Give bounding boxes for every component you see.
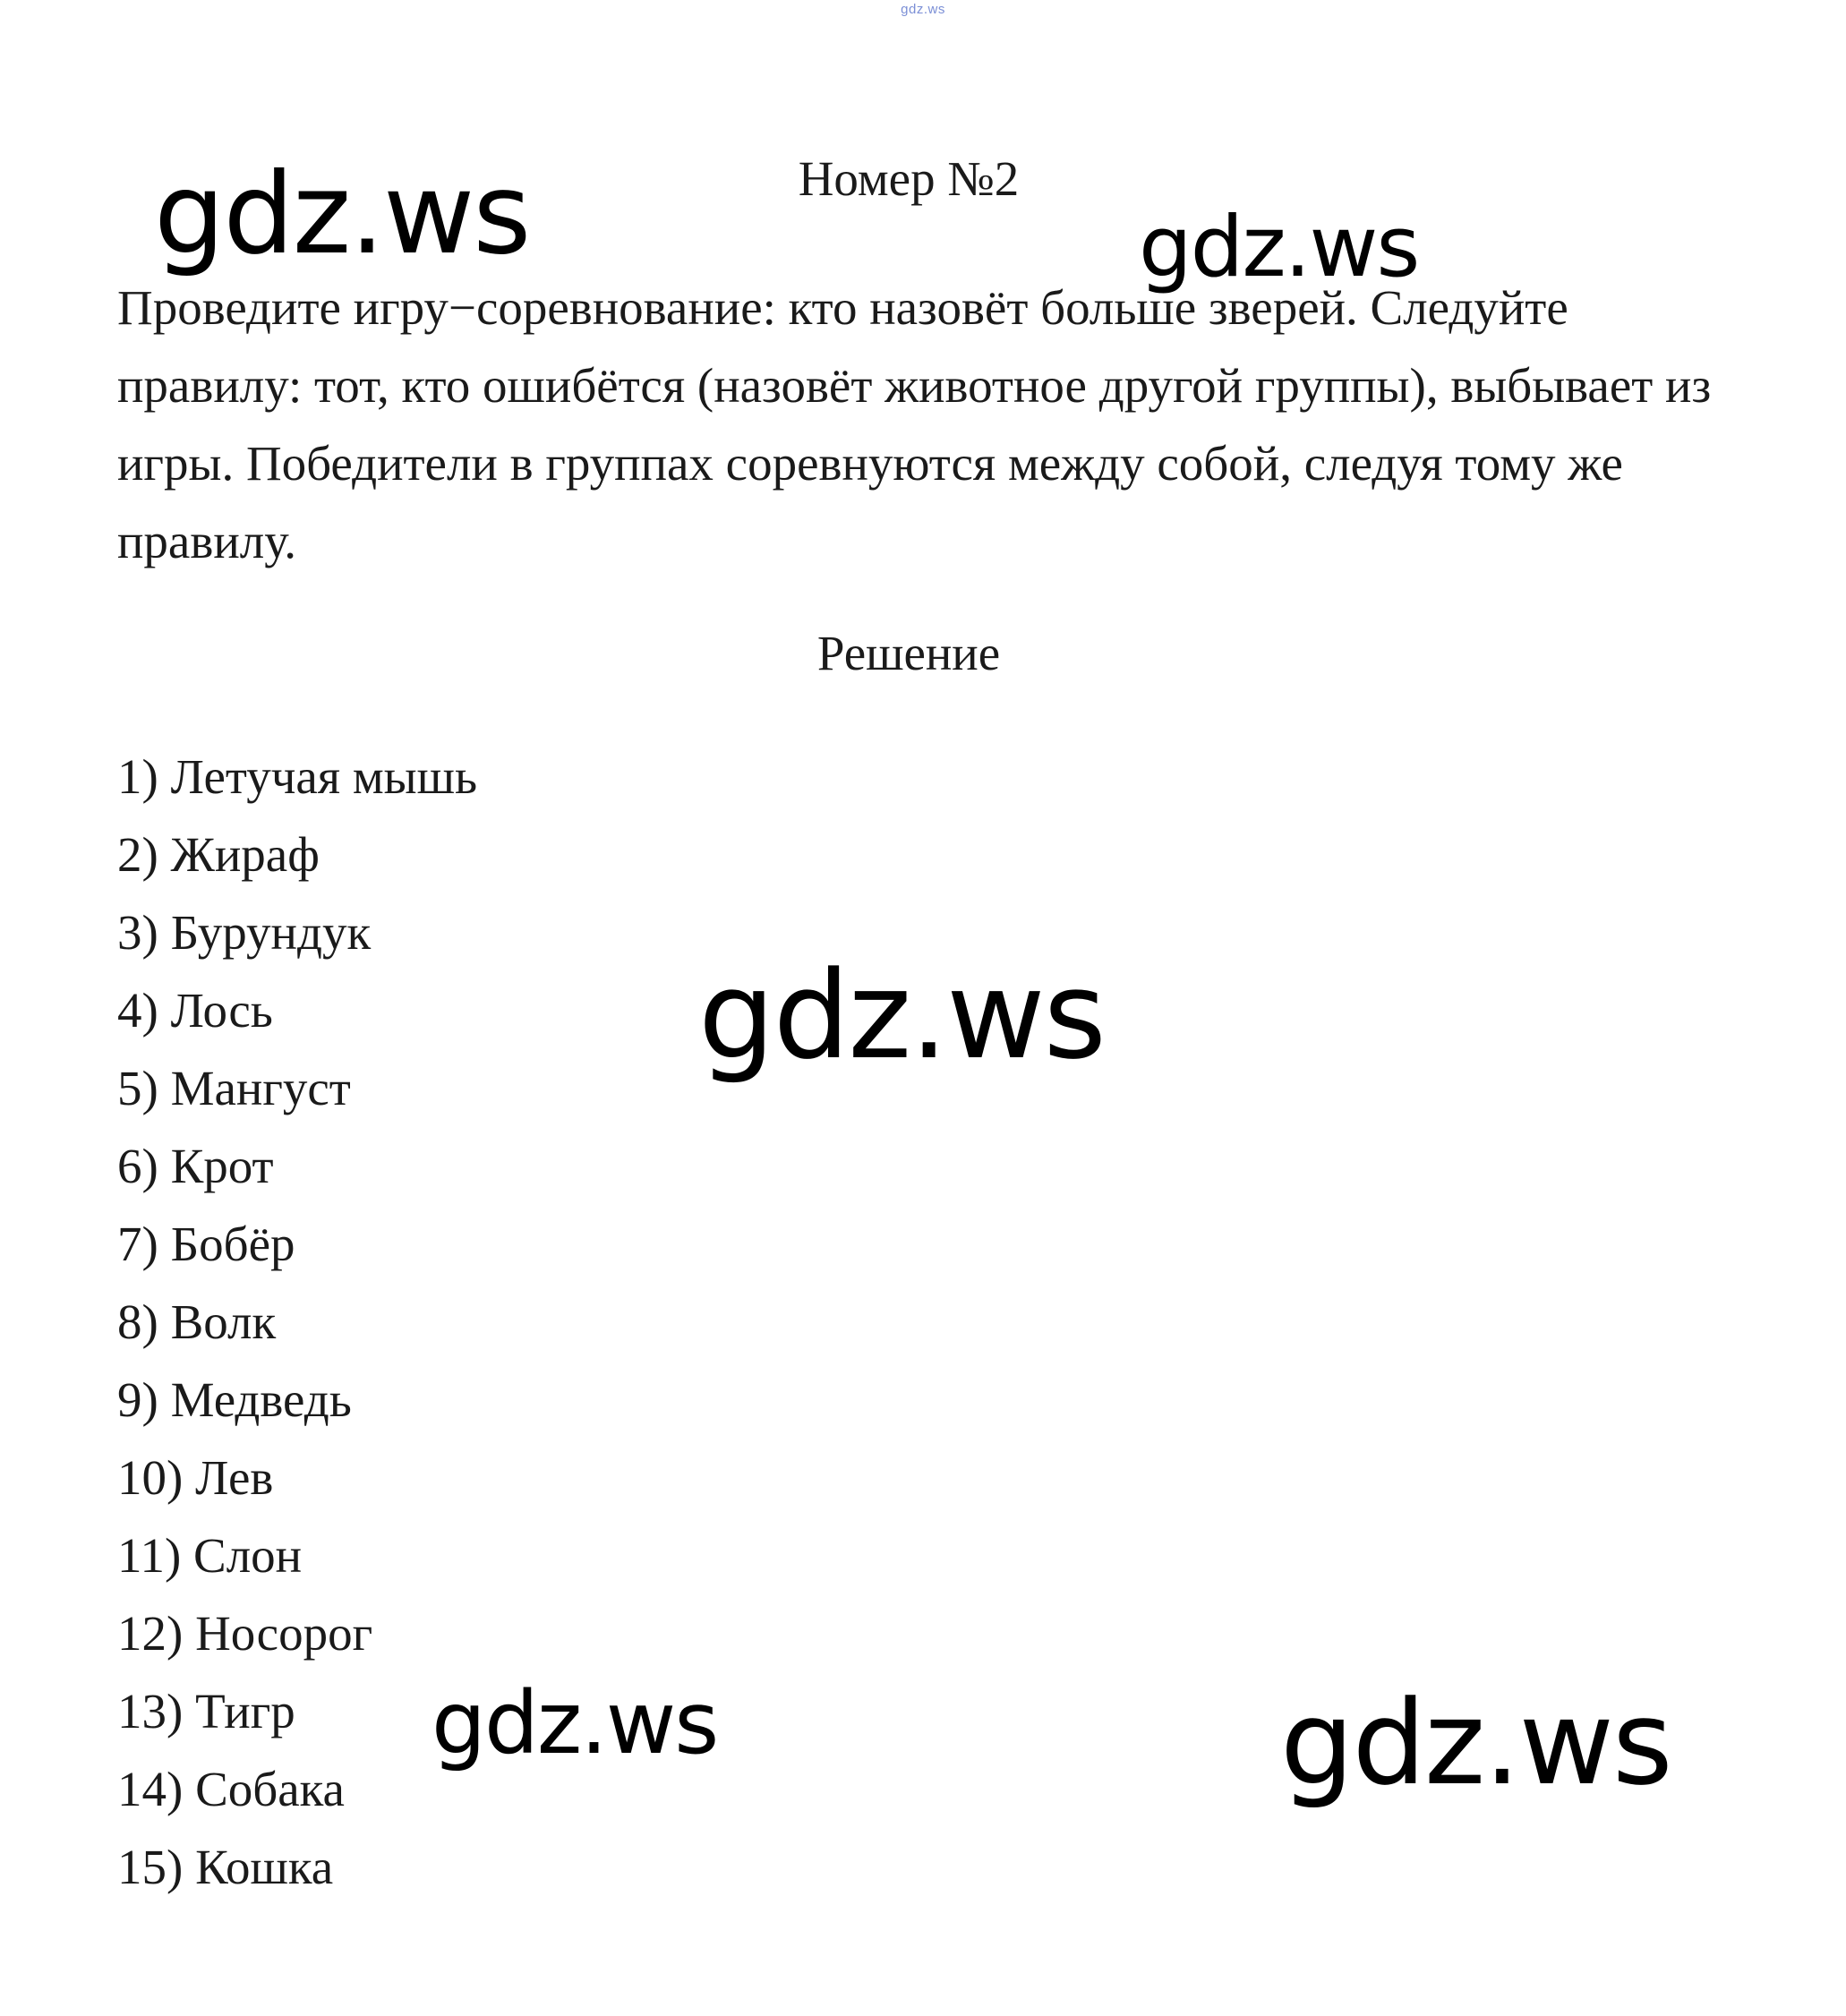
- answer-item: 8) Волк: [117, 1294, 277, 1349]
- answer-item: 11) Слон: [117, 1528, 303, 1583]
- watermark: gdz.ws: [432, 1673, 718, 1773]
- answer-item: 5) Мангуст: [117, 1061, 351, 1115]
- answer-item: 4) Лось: [117, 983, 273, 1038]
- answer-item: 1) Летучая мышь: [117, 749, 478, 804]
- answer-item: 12) Носорог: [117, 1606, 373, 1661]
- answer-item: 2) Жираф: [117, 827, 320, 882]
- answer-item: 3) Бурундук: [117, 905, 372, 960]
- answer-item: 7) Бобёр: [117, 1217, 295, 1271]
- watermark: gdz.ws: [698, 945, 1105, 1086]
- watermark: gdz.ws: [1280, 1675, 1671, 1811]
- watermark: gdz.ws: [154, 149, 530, 279]
- answers-list: [117, 746, 477, 1914]
- answer-item: 15) Кошка: [117, 1840, 334, 1894]
- answer-item: 6) Крот: [117, 1139, 274, 1193]
- site-mark: gdz.ws: [901, 2, 945, 17]
- answer-item: 9) Медведь: [117, 1372, 352, 1427]
- answer-item: 13) Тигр: [117, 1684, 295, 1738]
- page-title: Номер №2: [798, 151, 1020, 206]
- solution-title: Решение: [816, 626, 1001, 680]
- answer-item: 10) Лев: [117, 1450, 274, 1505]
- answer-item: 14) Собака: [117, 1762, 345, 1816]
- task-text: Проведите игру−соревнование: кто назовёт больше зверей. Следуйте правилу: тот, кто ошибётся (назовёт животное другой группы), выбывает из игры. Победители в группах соревнуются между собой, следуя тому же правилу.: [117, 280, 1712, 568]
- watermark: gdz.ws: [1139, 199, 1419, 296]
